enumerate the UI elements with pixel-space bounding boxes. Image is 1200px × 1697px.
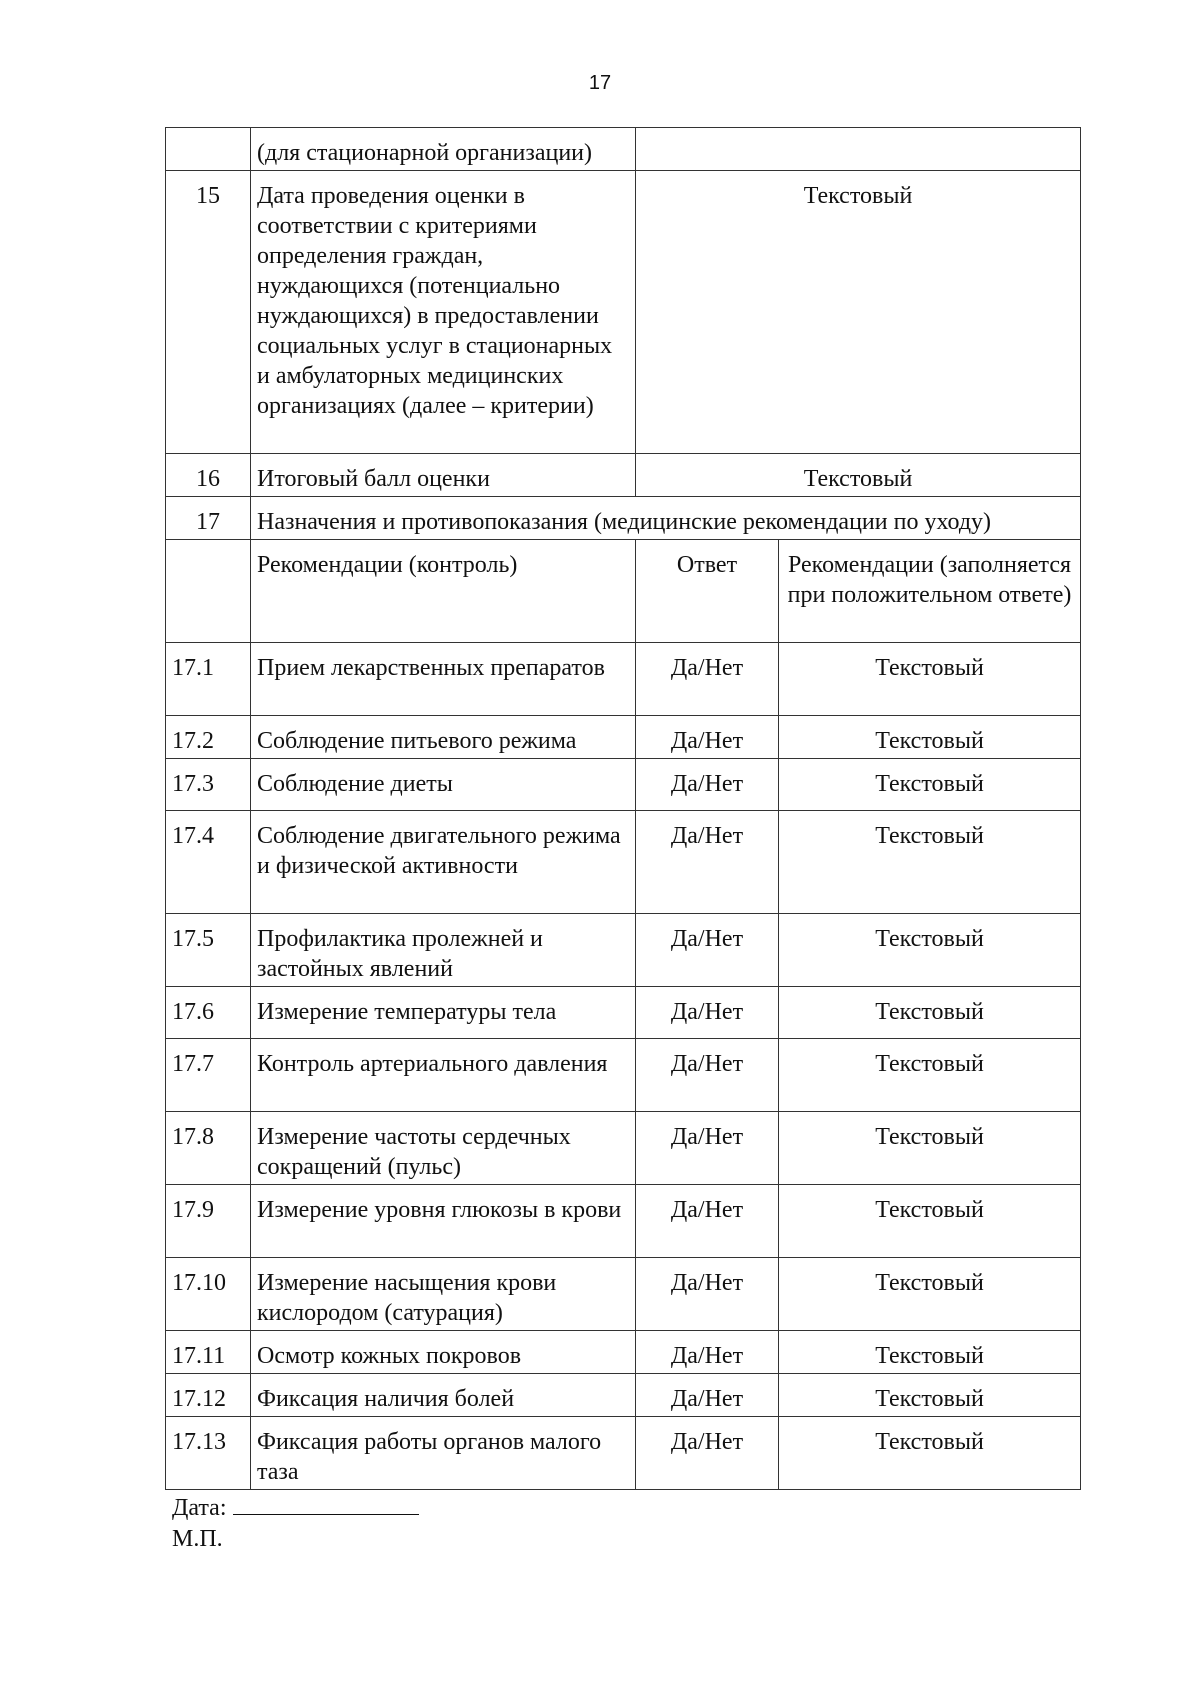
- table-row: [166, 1331, 1081, 1374]
- subheader-recommendations: Рекомендации (контроль): [251, 540, 636, 643]
- table-row: [166, 987, 1081, 1039]
- subheader-recommendations-filled: Рекомендации (заполняется при положительном ответе): [779, 540, 1081, 643]
- item-number: 17.3: [166, 759, 251, 811]
- subheader-row: [166, 540, 1081, 643]
- item-answer: Да/Нет: [636, 716, 779, 759]
- data-fields-table: [165, 127, 1081, 1490]
- item-number: 17.4: [166, 811, 251, 914]
- item-answer: Да/Нет: [636, 811, 779, 914]
- table-row: [166, 643, 1081, 716]
- field-name: Дата проведения оценки в соответствии с критериями определения граждан, нуждающихся (потенциально нуждающихся) в предоставлении социальных услуг в стационарных и амбулаторных медицинских организациях (далее – критерии): [251, 171, 636, 454]
- item-name: Контроль артериального давления: [251, 1039, 636, 1112]
- table-row: [166, 1374, 1081, 1417]
- item-name: Измерение уровня глюкозы в крови: [251, 1185, 636, 1258]
- stamp-label: М.П.: [172, 1526, 223, 1552]
- field-name: (для стационарной организации): [251, 128, 636, 171]
- item-number: 17.8: [166, 1112, 251, 1185]
- table-row: [166, 1417, 1081, 1490]
- row-number: 15: [166, 171, 251, 454]
- row-number: 16: [166, 454, 251, 497]
- item-recommendation: Текстовый: [779, 643, 1081, 716]
- item-answer: Да/Нет: [636, 759, 779, 811]
- item-recommendation: Текстовый: [779, 1112, 1081, 1185]
- item-recommendation: Текстовый: [779, 1185, 1081, 1258]
- empty-cell: [166, 540, 251, 643]
- item-answer: Да/Нет: [636, 914, 779, 987]
- item-name: Профилактика пролежней и застойных явлений: [251, 914, 636, 987]
- item-answer: Да/Нет: [636, 1331, 779, 1374]
- item-number: 17.1: [166, 643, 251, 716]
- section-title: Назначения и противопоказания (медицинские рекомендации по уходу): [251, 497, 1081, 540]
- item-name: Соблюдение диеты: [251, 759, 636, 811]
- item-recommendation: Текстовый: [779, 1331, 1081, 1374]
- table-row: [166, 1112, 1081, 1185]
- table-row: [166, 811, 1081, 914]
- item-number: 17.13: [166, 1417, 251, 1490]
- table-row: [166, 716, 1081, 759]
- item-name: Фиксация наличия болей: [251, 1374, 636, 1417]
- table-row: [166, 914, 1081, 987]
- table-row: [166, 454, 1081, 497]
- table-row: [166, 1185, 1081, 1258]
- item-number: 17.6: [166, 987, 251, 1039]
- item-answer: Да/Нет: [636, 1417, 779, 1490]
- section-row: [166, 497, 1081, 540]
- date-label: Дата:: [172, 1495, 227, 1521]
- item-name: Измерение температуры тела: [251, 987, 636, 1039]
- table-row: [166, 1258, 1081, 1331]
- item-answer: Да/Нет: [636, 1039, 779, 1112]
- field-name: Итоговый балл оценки: [251, 454, 636, 497]
- item-recommendation: Текстовый: [779, 811, 1081, 914]
- item-recommendation: Текстовый: [779, 987, 1081, 1039]
- item-answer: Да/Нет: [636, 1112, 779, 1185]
- field-type: Текстовый: [636, 171, 1081, 454]
- item-name: Прием лекарственных препаратов: [251, 643, 636, 716]
- date-blank: [233, 1492, 419, 1515]
- date-line: [172, 1492, 419, 1524]
- page-number: 17: [588, 72, 612, 94]
- item-answer: Да/Нет: [636, 1185, 779, 1258]
- item-recommendation: Текстовый: [779, 1258, 1081, 1331]
- item-name: Измерение частоты сердечных сокращений (пульс): [251, 1112, 636, 1185]
- item-name: Фиксация работы органов малого таза: [251, 1417, 636, 1490]
- item-name: Измерение насыщения крови кислородом (сатурация): [251, 1258, 636, 1331]
- item-number: 17.5: [166, 914, 251, 987]
- item-recommendation: Текстовый: [779, 759, 1081, 811]
- table-row: [166, 171, 1081, 454]
- table-row: [166, 1039, 1081, 1112]
- item-answer: Да/Нет: [636, 1258, 779, 1331]
- item-recommendation: Текстовый: [779, 1374, 1081, 1417]
- item-number: 17.11: [166, 1331, 251, 1374]
- item-number: 17.12: [166, 1374, 251, 1417]
- item-recommendation: Текстовый: [779, 1417, 1081, 1490]
- item-number: 17.7: [166, 1039, 251, 1112]
- item-name: Осмотр кожных покровов: [251, 1331, 636, 1374]
- item-answer: Да/Нет: [636, 643, 779, 716]
- item-recommendation: Текстовый: [779, 1039, 1081, 1112]
- table-row: [166, 128, 1081, 171]
- row-number: [166, 128, 251, 171]
- item-answer: Да/Нет: [636, 1374, 779, 1417]
- table-row: [166, 759, 1081, 811]
- item-name: Соблюдение питьевого режима: [251, 716, 636, 759]
- item-recommendation: Текстовый: [779, 914, 1081, 987]
- item-recommendation: Текстовый: [779, 716, 1081, 759]
- item-name: Соблюдение двигательного режима и физической активности: [251, 811, 636, 914]
- signature-block: [172, 1492, 419, 1555]
- section-number: 17: [166, 497, 251, 540]
- field-type: Текстовый: [636, 454, 1081, 497]
- item-number: 17.9: [166, 1185, 251, 1258]
- subheader-answer: Ответ: [636, 540, 779, 643]
- item-number: 17.10: [166, 1258, 251, 1331]
- item-number: 17.2: [166, 716, 251, 759]
- field-type: [636, 128, 1081, 171]
- item-answer: Да/Нет: [636, 987, 779, 1039]
